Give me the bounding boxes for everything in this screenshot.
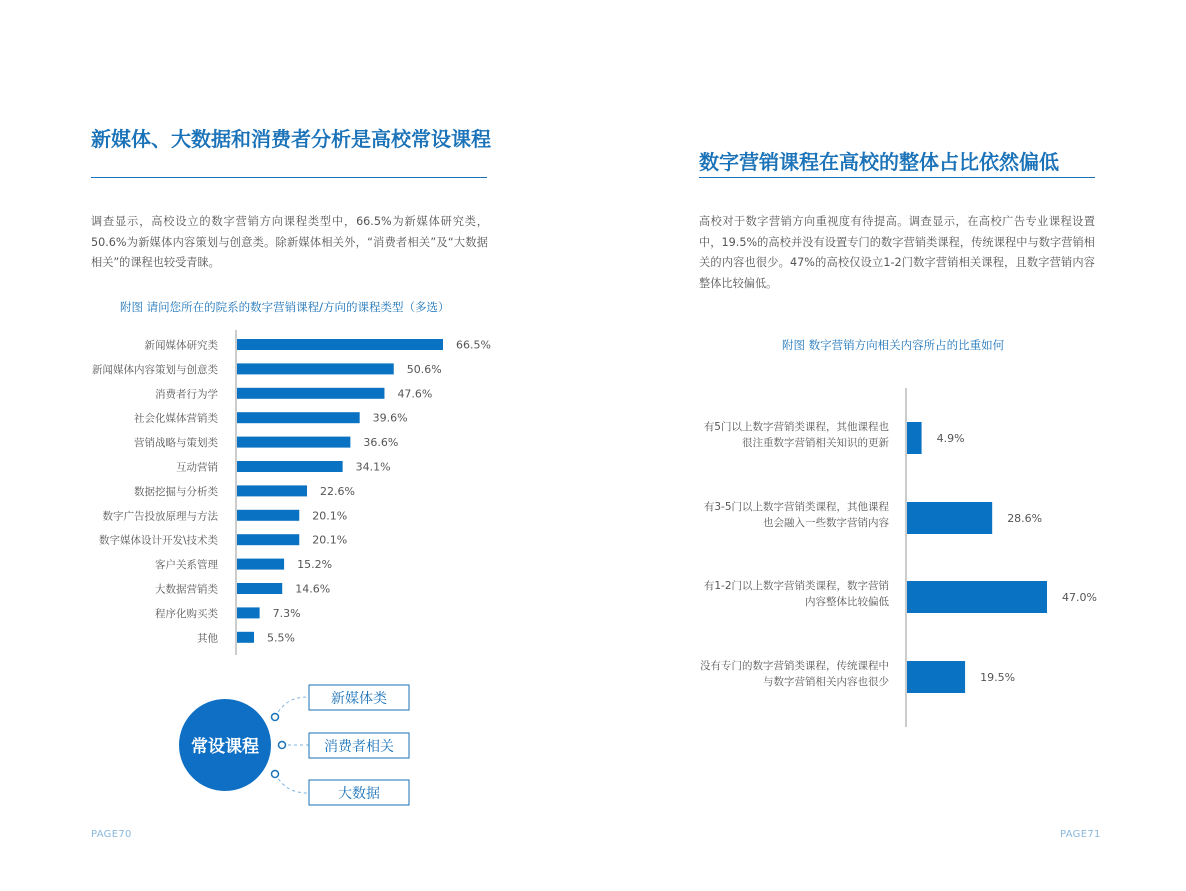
category-label: 消费者行为学 <box>155 388 218 401</box>
diagram-item-label: 新媒体类 <box>331 691 387 707</box>
bar <box>237 485 307 496</box>
value-label: 19.5% <box>980 671 1016 684</box>
left-paragraph: 调查显示，高校设立的数字营销方向课程类型中，66.5%为新媒体研究类，50.6%为新媒体内容策划与创意类。除新媒体相关外，“消费者相关”及“大数据相关”的课程也较受青睐。 <box>91 215 488 269</box>
bar <box>237 339 443 350</box>
left-heading: 新媒体、大数据和消费者分析是高校常设课程 <box>91 127 491 151</box>
right-heading: 数字营销课程在高校的整体占比依然偏低 <box>699 150 1059 174</box>
value-label: 28.6% <box>1007 512 1043 525</box>
left-figure-title: 附图 请问您所在的院系的数字营销课程/方向的课程类型（多选） <box>120 300 450 314</box>
diagram-item-label: 消费者相关 <box>324 739 394 755</box>
value-label: 14.6% <box>295 582 331 596</box>
value-label: 15.2% <box>297 558 333 572</box>
value-label: 4.9% <box>936 432 965 445</box>
bar <box>907 661 965 693</box>
bar <box>237 510 299 521</box>
bar <box>237 363 394 374</box>
category-label: 与数字营销相关内容也很少 <box>763 676 889 688</box>
right-figure-title: 附图 数字营销方向相关内容所占的比重如何 <box>782 338 1005 352</box>
course-type-bar-chart <box>0 330 593 670</box>
value-label: 7.3% <box>272 606 301 620</box>
bar <box>907 502 992 534</box>
diagram-center-label: 常设课程 <box>191 737 259 757</box>
course-diagram <box>0 670 593 830</box>
diagram-node <box>272 714 279 721</box>
category-label: 数字广告投放原理与方法 <box>102 510 218 523</box>
bar <box>237 461 343 472</box>
category-label: 新闻媒体内容策划与创意类 <box>92 363 218 376</box>
category-label: 大数据营销类 <box>155 583 218 596</box>
bar <box>907 422 922 454</box>
value-label: 34.1% <box>355 460 391 474</box>
value-label: 39.6% <box>372 411 408 425</box>
category-label: 客户关系管理 <box>155 559 218 572</box>
category-label: 有5门以上数字营销类课程，其他课程也 <box>703 421 889 433</box>
category-label: 其他 <box>197 632 218 645</box>
category-label: 很注重数字营销相关知识的更新 <box>742 437 889 449</box>
page-number-right: PAGE71 <box>1060 829 1101 840</box>
content-share-bar-chart <box>593 380 1186 730</box>
bar <box>237 534 299 545</box>
value-label: 47.6% <box>397 387 433 401</box>
category-label: 内容整体比较偏低 <box>805 596 889 608</box>
right-heading-rule <box>699 177 1095 178</box>
value-label: 5.5% <box>267 631 295 645</box>
bar <box>237 437 350 448</box>
bar <box>237 559 284 570</box>
value-label: 36.6% <box>363 436 399 450</box>
value-label: 20.1% <box>312 533 348 547</box>
category-label: 互动营销 <box>176 461 218 474</box>
category-label: 有1-2门以上数字营销类课程，数字营销 <box>703 580 889 592</box>
diagram-item-label: 大数据 <box>338 786 380 802</box>
value-label: 50.6% <box>406 362 442 376</box>
diagram-node <box>279 742 286 749</box>
bar <box>237 632 254 643</box>
bar <box>237 388 384 399</box>
category-label: 也会融入一些数字营销内容 <box>763 517 889 529</box>
value-label: 47.0% <box>1062 591 1097 604</box>
bar <box>907 581 1047 613</box>
bar <box>237 607 260 618</box>
category-label: 营销战略与策划类 <box>134 437 218 450</box>
category-label: 数据挖掘与分析类 <box>134 485 218 498</box>
category-label: 没有专门的数字营销类课程，传统课程中 <box>700 660 889 672</box>
value-label: 66.5% <box>456 338 491 352</box>
bar <box>237 412 360 423</box>
category-label: 程序化购买类 <box>155 607 218 620</box>
diagram-node <box>272 771 279 778</box>
category-label: 有3-5门以上数字营销类课程，其他课程 <box>703 501 889 513</box>
left-heading-rule <box>91 177 487 178</box>
page-number-left: PAGE70 <box>91 829 132 840</box>
right-paragraph: 高校对于数字营销方向重视度有待提高。调查显示，在高校广告专业课程设置中，19.5%的高校并没有设置专门的数字营销类课程，传统课程中与数字营销相关的内容也很少。47%的高校仅设立1-2门数字营销相关课程，且数字营销内容整体比较偏低。 <box>699 215 1095 290</box>
category-label: 社会化媒体营销类 <box>134 412 218 425</box>
category-label: 数字媒体设计开发\技术类 <box>98 534 218 547</box>
value-label: 20.1% <box>312 509 348 523</box>
bar <box>237 583 282 594</box>
value-label: 22.6% <box>320 484 355 498</box>
right-page <box>593 0 1186 891</box>
category-label: 新闻媒体研究类 <box>144 339 218 352</box>
